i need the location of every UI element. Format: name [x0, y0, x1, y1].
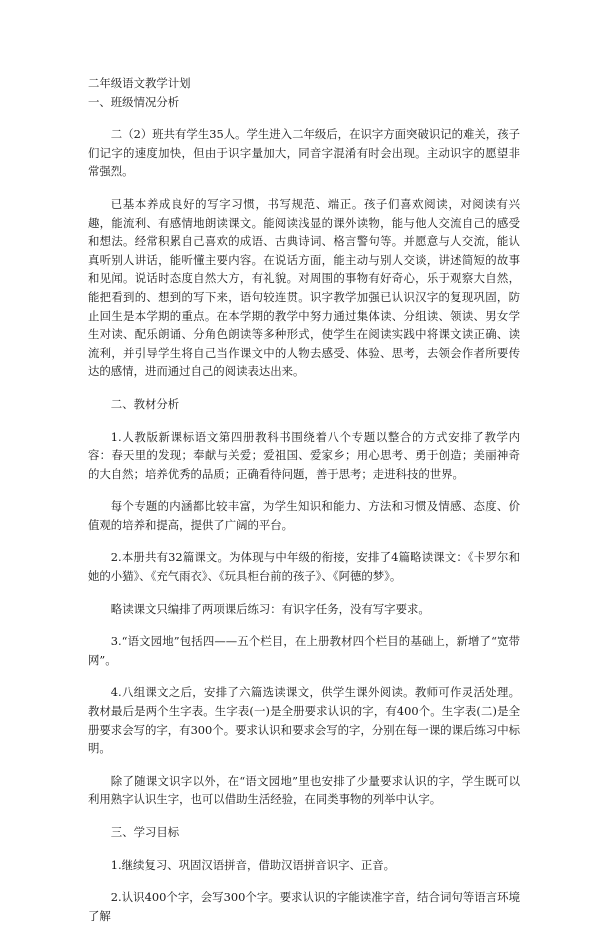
paragraph-character-tables: 4.八组课文之后，安排了六篇选读课文，供学生课外阅读。教师可作灵活处理。教材最后是两个生字表。生字表(一)是全册要求认识的字，有400个。生字表(二)是全册要求会写的字，有300个。要求认识和要求会写的字，分别在每一课的课后练习中标明。: [88, 685, 520, 756]
paragraph-reading-habits: 已基本养成良好的写字习惯，书写规范、端正。孩子们喜欢阅读，对阅读有兴趣，能流利、有感情地朗读课文。能阅读浅显的课外读物，能与他人交流自己的感受和想法。经常积累自己喜欢的成语、古典诗词、格言警句等。并愿意与人交流，能认真听别人讲话，能听懂主要内容。在说话方面，能主动与别人交谈，讲述简短的故事和见闻。说话时态度自然大方，有礼貌。对周围的事物有好奇心，乐于观察大自然，能把看到的、想到的写下来，语句较连贯。识字教学加强已认识汉字的复现巩固，防止回生是本学期的重点。在本学期的教学中努力通过集体读、分组读、领读、男女学生对读、配乐朗诵、分角色朗读等多种形式，使学生在阅读实践中将课文读正确、读流利，并引导学生将自己当作课文中的人物去感受、体验、思考，去领会作者所要传达的感情，进而通过自己的阅读表达出来。: [88, 196, 520, 379]
paragraph-textbook-topics: 1.人教版新课标语文第四册教科书围绕着八个专题以整合的方式安排了教学内容：春天里的发现；奉献与关爱；爱祖国、爱家乡；用心思考、勇于创造；美丽神奇的大自然；培养优秀的品质；正确看待问题，善于思考；走进科技的世界。: [88, 429, 520, 481]
document-title: 二年级语文教学计划: [88, 76, 191, 90]
paragraph-class-size: 二（2）班共有学生35人。学生进入二年级后，在识字方面突破识记的难关，孩子们记字的速度加快，但由于识字量加大，同音字混淆有时会出现。主动识字的愿望非常强烈。: [88, 127, 520, 179]
document-page: [88, 74, 520, 925]
paragraph-character-recognition: 除了随课文识字以外，在“语文园地”里也安排了少量要求认识的字，学生既可以利用熟字认识生字，也可以借助生活经验，在同类事物的列举中认字。: [88, 773, 520, 807]
paragraph-skim-reading: 略读课文只编排了两项课后练习：有识字任务，没有写字要求。: [110, 601, 430, 616]
paragraph-topic-content: 每个专题的内涵都比较丰富，为学生知识和能力、方法和习惯及情感、态度、价值观的培养和提高，提供了广阔的平台。: [88, 499, 520, 532]
section-heading-textbook-analysis: 二、教材分析: [110, 396, 180, 411]
paragraph-goal-pinyin: 1.继续复习、巩固汉语拼音，借助汉语拼音识字、正音。: [110, 857, 396, 872]
paragraph-goal-characters: 2.认识400个字，会写300个字。要求认识的字能读准字音，结合词句等语言环境了解: [88, 890, 520, 923]
paragraph-lesson-count: 2.本册共有32篇课文。为体现与中年级的衔接，安排了4篇略读课文：《卡罗尔和她的小猫》、《充气雨衣》、《玩具柜台前的孩子》、《阿德的梦》。: [88, 550, 520, 584]
section-heading-learning-goals: 三、学习目标: [110, 825, 180, 839]
section-heading-class-analysis: 一、班级情况分析: [88, 94, 180, 109]
paragraph-language-garden: 3.“语文园地”包括四——五个栏目，在上册教材四个栏目的基础上，新增了“宽带网”。: [88, 634, 520, 667]
